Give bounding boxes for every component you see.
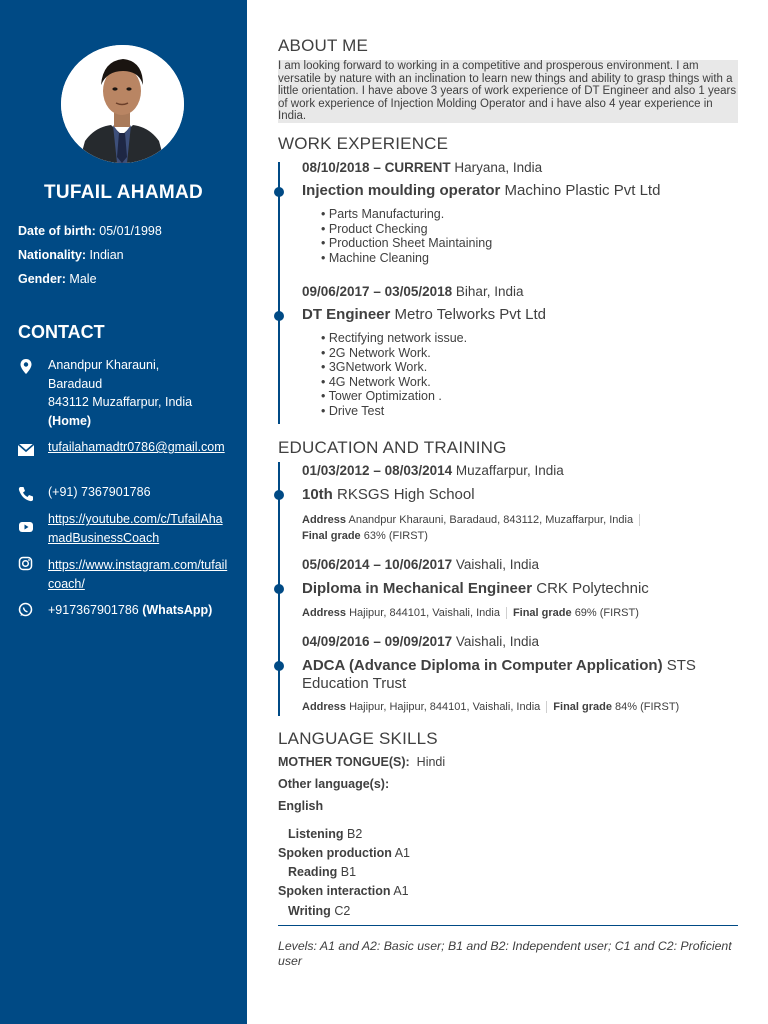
edu-1-date-range: 01/03/2012 – 08/03/2014 <box>302 463 453 478</box>
spoken-interaction-value: A1 <box>393 884 409 898</box>
edu-3-title <box>302 657 732 693</box>
edu-1-address-value: Anandpur Kharauni, Baradaud, 843112, Muzaffarpur, India <box>348 514 634 526</box>
work-2-role <box>302 306 732 324</box>
work-2-company: Metro Telworks Pvt Ltd <box>394 306 546 323</box>
spoken-production-label: Spoken production <box>278 846 392 860</box>
other-languages-text: Other language(s): <box>278 777 390 791</box>
work-1-company: Machino Plastic Pvt Ltd <box>504 182 661 199</box>
spoken-production-skill <box>278 846 410 860</box>
listening-label: Listening <box>288 827 344 841</box>
divider <box>546 701 547 713</box>
edu-2-details <box>302 607 639 619</box>
edu-2-address-value: Hajipur, 844101, Vaishali, India <box>349 607 500 619</box>
dob-value: 05/01/1998 <box>99 224 162 238</box>
spoken-interaction-label: Spoken interaction <box>278 884 391 898</box>
nationality <box>18 248 124 262</box>
mother-tongue-value: Hindi <box>416 755 446 769</box>
reading-skill <box>288 865 356 879</box>
edu-1-title <box>302 486 732 504</box>
phone-icon <box>16 484 36 504</box>
email-icon <box>16 440 36 460</box>
edu-1-grade-value: 63% (FIRST) <box>363 530 428 542</box>
edu-1-institution: RKSGS High School <box>337 486 475 503</box>
timeline-dot <box>274 584 284 594</box>
writing-skill <box>288 904 350 918</box>
edu-2-grade-value: 69% (FIRST) <box>574 607 639 619</box>
grade-label: Final grade <box>553 701 612 713</box>
address-type: (Home) <box>48 413 92 428</box>
levels-legend: Levels: A1 and A2: Basic user; B1 and B2: Independent user; C1 and C2: Proficient user <box>278 939 732 968</box>
education-heading: EDUCATION AND TRAINING <box>278 438 507 457</box>
address-line2: Baradaud <box>48 376 103 391</box>
edu-3-institution: STS Education Trust <box>302 657 696 692</box>
listening-value: B2 <box>347 827 363 841</box>
edu-1-address <box>302 514 646 526</box>
address-label: Address <box>302 607 347 619</box>
timeline-dot <box>274 661 284 671</box>
contact-heading: CONTACT <box>18 322 105 342</box>
edu-3-details <box>302 701 679 713</box>
list-item: • Drive Test <box>321 404 467 419</box>
work-2-location: Bihar, India <box>455 284 524 299</box>
list-item: • 3GNetwork Work. <box>321 360 467 375</box>
reading-label: Reading <box>288 865 338 879</box>
nationality-value: Indian <box>89 248 124 262</box>
edu-3-address-value: Hajipur, Hajipur, 844101, Vaishali, India <box>349 701 541 713</box>
list-item: • Tower Optimization . <box>321 389 467 404</box>
work-heading: WORK EXPERIENCE <box>278 134 449 153</box>
divider <box>639 514 640 526</box>
list-item: • 2G Network Work. <box>321 346 467 361</box>
whatsapp-icon <box>16 600 36 620</box>
gender <box>18 272 97 286</box>
language-name-text: English <box>278 799 324 813</box>
edu-3-date <box>302 634 539 649</box>
gender-label: Gender: <box>18 272 66 286</box>
youtube-icon <box>16 517 36 537</box>
about-heading: ABOUT ME <box>278 36 369 55</box>
spoken-production-value: A1 <box>394 846 410 860</box>
gender-value: Male <box>69 272 97 286</box>
edu-2-location: Vaishali, India <box>455 557 539 572</box>
email-link[interactable]: tufailahamadtr0786@gmail.com <box>48 440 225 454</box>
list-item: • Product Checking <box>321 222 492 237</box>
address-label: Address <box>302 701 347 713</box>
work-1-date <box>302 160 542 175</box>
address-line1: Anandpur Kharauni, <box>48 358 160 372</box>
contact-instagram <box>48 556 228 593</box>
instagram-link[interactable]: https://www.instagram.com/tufailcoach/ <box>48 558 228 591</box>
whatsapp-label: (WhatsApp) <box>142 603 213 617</box>
edu-2-date-range: 05/06/2014 – 10/06/2017 <box>302 557 453 572</box>
writing-label: Writing <box>288 904 331 918</box>
divider <box>506 607 507 619</box>
language-heading: LANGUAGE SKILLS <box>278 729 438 748</box>
work-1-bullets <box>321 207 492 265</box>
work-2-date <box>302 284 523 299</box>
other-languages-label <box>278 777 389 791</box>
whatsapp-number: +917367901786 <box>48 603 139 617</box>
nationality-label: Nationality: <box>18 248 87 262</box>
list-item: • Rectifying network issue. <box>321 331 467 346</box>
reading-value: B1 <box>340 865 357 879</box>
grade-label: Final grade <box>302 530 361 542</box>
list-item: • 4G Network Work. <box>321 375 467 390</box>
location-pin-icon <box>16 357 36 377</box>
spoken-interaction-skill <box>278 884 409 898</box>
contact-youtube <box>48 510 228 547</box>
edu-1-date <box>302 463 564 478</box>
work-2-bullets <box>321 331 467 419</box>
profile-photo <box>61 45 184 163</box>
edu-3-location: Vaishali, India <box>455 634 539 649</box>
instagram-icon <box>16 554 36 574</box>
contact-whatsapp <box>48 601 228 620</box>
list-item: • Machine Cleaning <box>321 251 492 266</box>
edu-1-grade <box>302 530 428 542</box>
work-1-title: Injection moulding operator <box>302 182 501 199</box>
divider <box>278 925 738 926</box>
address-line3: 843112 Muzaffarpur, India <box>48 395 193 409</box>
dob-label: Date of birth: <box>18 224 96 238</box>
list-item: • Production Sheet Maintaining <box>321 236 492 251</box>
contact-email <box>48 438 228 457</box>
candidate-name: TUFAIL AHAMAD <box>43 182 204 203</box>
grade-label: Final grade <box>512 607 572 619</box>
sidebar <box>0 0 247 1024</box>
youtube-link[interactable]: https://youtube.com/c/TufailAhamadBusinessCoach <box>48 512 223 545</box>
contact-phone: (+91) 7367901786 <box>48 485 151 499</box>
edu-3-qualification: ADCA (Advance Diploma in Computer Application) <box>302 657 663 674</box>
timeline-dot <box>274 311 284 321</box>
edu-3-grade-value: 84% (FIRST) <box>615 701 680 713</box>
date-of-birth <box>18 224 162 238</box>
edu-1-qualification: 10th <box>302 486 333 503</box>
edu-2-institution: CRK Polytechnic <box>536 580 649 597</box>
edu-2-title <box>302 580 732 598</box>
timeline-dot <box>274 187 284 197</box>
work-timeline <box>278 162 280 424</box>
timeline-dot <box>274 490 284 500</box>
edu-1-location: Muzaffarpur, India <box>455 463 564 478</box>
edu-2-date <box>302 557 539 572</box>
listening-skill <box>288 827 362 841</box>
address-label: Address <box>302 514 347 526</box>
writing-value: C2 <box>334 904 351 918</box>
list-item: • Parts Manufacturing. <box>321 207 492 222</box>
work-1-location: Haryana, India <box>454 160 543 175</box>
language-name <box>278 799 323 813</box>
edu-3-date-range: 04/09/2016 – 09/09/2017 <box>302 634 453 649</box>
about-text: I am looking forward to working in a competitive and prosperous environment. I am versatile by nature with an inclination to learn new things and ability to grasp things with a little orientation. I have above 3 years of work experience of DT Engineer and also 1 years of work experience of Injection Molding Operator and i have also 4 year experience in India. <box>278 60 737 122</box>
work-1-role <box>302 182 732 200</box>
mother-tongue-label: MOTHER TONGUE(S): <box>278 755 410 769</box>
edu-2-qualification: Diploma in Mechanical Engineer <box>302 580 533 597</box>
mother-tongue <box>278 755 445 769</box>
work-1-date-range: 08/10/2018 – CURRENT <box>302 160 451 175</box>
work-2-title: DT Engineer <box>302 306 391 323</box>
contact-address <box>48 356 228 430</box>
work-2-date-range: 09/06/2017 – 03/05/2018 <box>302 284 453 299</box>
